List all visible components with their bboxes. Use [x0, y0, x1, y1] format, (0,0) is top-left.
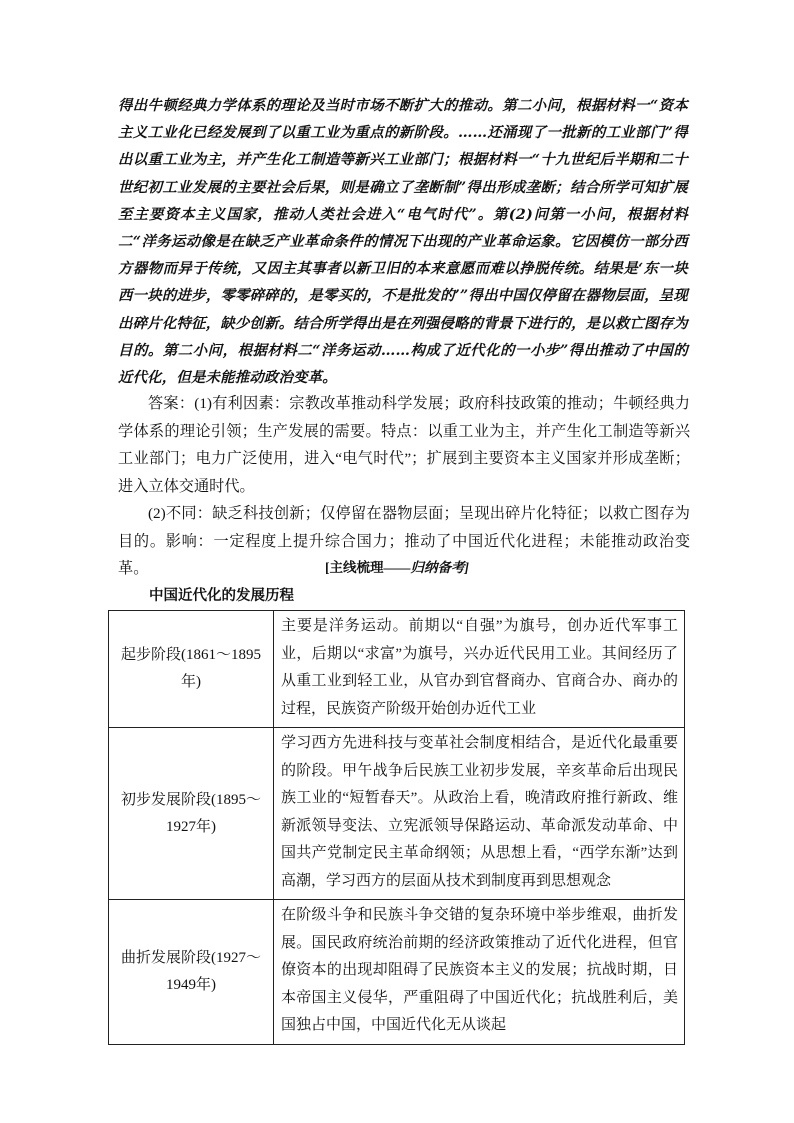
- answer-block: [118, 390, 690, 583]
- stage-desc-cell: 主要是洋务运动。前期以“自强”为旗号，创办近代军事工业，后期以“求富”为旗号，兴办近代民用工业。其间经历了从重工业到轻工业，从官办到官督商办、官商合办、商办的过程，民族资产阶级开始创办近代工业: [274, 611, 685, 728]
- answer-part-1: 答案：(1)有利因素：宗教改革推动科学发展；政府科技政策的推动；牛顿经典力学体系的理论引领；生产发展的需要。特点：以重工业为主，并产生化工制造等新兴工业部门；电力广泛使用，进入“电气时代”；扩展到主要资本主义国家并形成垄断；进入立体交通时代。: [118, 395, 690, 495]
- stage-name-cell: 曲折发展阶段(1927～1949年): [109, 900, 274, 1045]
- section-title-right: 归纳备考]: [410, 560, 469, 575]
- section-title: [0, 556, 794, 576]
- table-heading: 中国近代化的发展历程: [149, 588, 294, 604]
- modernization-table: [108, 610, 685, 1045]
- table-row: [109, 611, 685, 728]
- stage-desc-cell: 在阶级斗争和民族斗争交错的复杂环境中举步维艰，曲折发展。国民政府统治前期的经济政策推动了近代化进程，但官僚资本的出现却阻碍了民族资本主义的发展；抗战时期，日本帝国主义侵华，严重阻碍了中国近代化；抗战胜利后，美国独占中国，中国近代化无从谈起: [274, 900, 685, 1045]
- analysis-paragraph: 得出牛顿经典力学体系的理论及当时市场不断扩大的推动。第二小问，根据材料一“资本主义工业化已经发展到了以重工业为重点的新阶段。……还涌现了一批新的工业部门”得出以重工业为主，并产生化工制造等新兴工业部门；根据材料一“十九世纪后半期和二十世纪初工业发展的主要社会后果，则是确立了垄断制”得出形成垄断；结合所学可知扩展至主要资本主义国家，推动人类社会进入“电气时代”。第(2)问第一小问，根据材料二“洋务运动像是在缺乏产业革命条件的情况下出现的产业革命运象。它因模仿一部分西方器物而异于传统，又因主其事者以新卫旧的本来意愿而难以挣脱传统。结果是‘东一块西一块的进步，零零碎碎的，是零买的，不是批发的’”得出中国仅停留在器物层面，呈现出碎片化特征，缺少创新。结合所学得出是在列强侵略的背景下进行的，是以救亡图存为目的。第二小问，根据材料二“洋务运动……构成了近代化的一小步”得出推动了中国的近代化，但是未能推动政治变革。: [118, 97, 688, 387]
- section-title-dash: ——: [383, 560, 411, 575]
- answer-part-2: (2)不同：缺乏科技创新；仅停留在器物层面；呈现出碎片化特征；以救亡图存为目的。影响：一定程度上提升综合国力；推动了中国近代化进程；未能推动政治变革。: [118, 505, 690, 577]
- table-row: [109, 728, 685, 900]
- table-row: [109, 900, 685, 1045]
- stage-name-cell: 起步阶段(1861～1895年): [109, 611, 274, 728]
- stage-desc-cell: 学习西方先进科技与变革社会制度相结合，是近代化最重要的阶段。甲午战争后民族工业初步发展，辛亥革命后出现民族工业的“短暂春天”。从政治上看，晚清政府推行新政、维新派领导变法、立宪派领导保路运动、革命派发动革命、中国共产党制定民主革命纲领；从思想上看，“西学东渐”达到高潮，学习西方的层面从技术到制度再到思想观念: [274, 728, 685, 900]
- section-title-left: [主线梳理: [325, 560, 384, 575]
- stage-name-cell: 初步发展阶段(1895～1927年): [109, 728, 274, 900]
